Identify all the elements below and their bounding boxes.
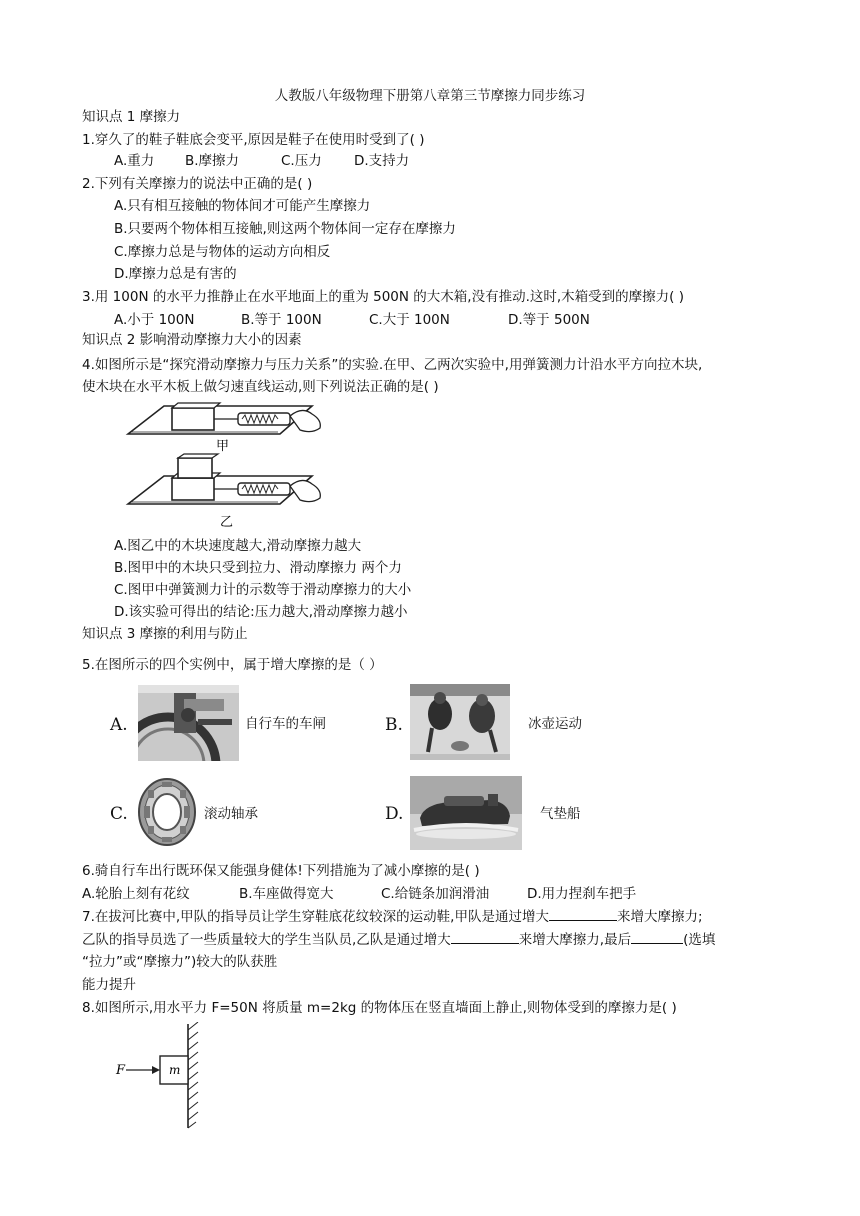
question-4-stem-line-2: 使木块在水平木板上做匀速直线运动,则下列说法正确的是( ) bbox=[82, 379, 439, 395]
figure-label-yi: 乙 bbox=[220, 515, 234, 530]
question-7-line-1 bbox=[82, 907, 703, 927]
bicycle-brake-image bbox=[138, 685, 239, 761]
q7-text-5: (选填 bbox=[683, 932, 716, 948]
question-3-stem: 3.用 100N 的水平力推静止在水平地面上的重为 500N 的大木箱,没有推动.这时,木箱受到的摩擦力( ) bbox=[82, 289, 684, 305]
q3-option-a: A.小于 100N bbox=[114, 312, 195, 328]
q3-option-b: B.等于 100N bbox=[241, 312, 322, 328]
q6-option-d: D.用力捏刹车把手 bbox=[527, 886, 637, 902]
q7-blank-1[interactable] bbox=[549, 907, 617, 921]
q5-letter-c: C. bbox=[110, 804, 128, 824]
mass-label: m bbox=[169, 1063, 181, 1077]
q2-option-a: A.只有相互接触的物体间才可能产生摩擦力 bbox=[114, 198, 371, 214]
q4-option-d: D.该实验可得出的结论:压力越大,滑动摩擦力越小 bbox=[114, 604, 408, 620]
q5-letter-a: A. bbox=[110, 715, 128, 735]
question-7-line-3: “拉力”或“摩擦力”)较大的队获胜 bbox=[82, 954, 278, 970]
q7-text-1: 7.在拔河比赛中,甲队的指导员让学生穿鞋底花纹较深的运动鞋,甲队是通过增大 bbox=[82, 909, 549, 925]
roller-bearing-image bbox=[136, 776, 198, 848]
question-2-stem: 2.下列有关摩擦力的说法中正确的是( ) bbox=[82, 176, 313, 192]
section-heading-4: 能力提升 bbox=[82, 977, 136, 993]
q4-option-c: C.图甲中弹簧测力计的示数等于滑动摩擦力的大小 bbox=[114, 582, 412, 598]
q2-option-b: B.只要两个物体相互接触,则这两个物体间一定存在摩擦力 bbox=[114, 221, 456, 237]
wall-block-figure bbox=[108, 1022, 218, 1130]
q5-caption-c: 滚动轴承 bbox=[204, 806, 258, 822]
q1-option-b: B.摩擦力 bbox=[185, 153, 240, 169]
q7-text-3: 乙队的指导员选了一些质量较大的学生当队员,乙队是通过增大 bbox=[82, 932, 451, 948]
q1-option-d: D.支持力 bbox=[354, 153, 410, 169]
q5-caption-b: 冰壶运动 bbox=[528, 716, 582, 732]
hand-icon bbox=[290, 410, 320, 431]
hovercraft-image bbox=[410, 776, 522, 850]
wood-block-b-top bbox=[178, 458, 212, 478]
q5-caption-a: 自行车的车闸 bbox=[245, 716, 326, 732]
wood-block-b-bottom bbox=[172, 478, 214, 500]
page-title: 人教版八年级物理下册第八章第三节摩擦力同步练习 bbox=[274, 88, 586, 104]
q7-text-2: 来增大摩擦力; bbox=[616, 909, 703, 925]
force-label: F bbox=[116, 1063, 126, 1078]
q5-letter-b: B. bbox=[385, 715, 403, 735]
q7-blank-3[interactable] bbox=[631, 930, 683, 944]
q1-option-a: A.重力 bbox=[114, 153, 155, 169]
section-heading-3: 知识点 3 摩擦的利用与防止 bbox=[82, 626, 248, 642]
q2-option-d: D.摩擦力总是有害的 bbox=[114, 266, 237, 282]
question-1-stem: 1.穿久了的鞋子鞋底会变平,原因是鞋子在使用时受到了( ) bbox=[82, 132, 425, 148]
question-8-stem: 8.如图所示,用水平力 F=50N 将质量 m=2kg 的物体压在竖直墙面上静止,则物体受到的摩擦力是( ) bbox=[82, 1000, 677, 1016]
question-5-stem: 5.在图所示的四个实例中，属于增大摩擦的是（ ） bbox=[82, 657, 383, 673]
q1-option-c: C.压力 bbox=[281, 153, 322, 169]
q3-option-c: C.大于 100N bbox=[369, 312, 450, 328]
q7-text-4: 来增大摩擦力,最后 bbox=[518, 932, 632, 948]
q6-option-a: A.轮胎上刻有花纹 bbox=[82, 886, 190, 902]
section-heading-1: 知识点 1 摩擦力 bbox=[82, 109, 181, 125]
curling-image bbox=[410, 684, 510, 760]
section-heading-2: 知识点 2 影响滑动摩擦力大小的因素 bbox=[82, 332, 302, 348]
hand-icon bbox=[290, 480, 320, 501]
q5-caption-d: 气垫船 bbox=[540, 806, 581, 822]
question-4-stem-line-1: 4.如图所示是“探究滑动摩擦力与压力关系”的实验.在甲、乙两次实验中,用弹簧测力计沿水平方向拉木块, bbox=[82, 357, 703, 373]
q6-option-b: B.车座做得宽大 bbox=[239, 886, 334, 902]
friction-experiment-figure bbox=[120, 398, 340, 536]
q6-option-c: C.给链条加润滑油 bbox=[381, 886, 490, 902]
question-6-stem: 6.骑自行车出行既环保又能强身健体!下列措施为了减小摩擦的是( ) bbox=[82, 863, 480, 879]
q4-option-b: B.图甲中的木块只受到拉力、滑动摩擦力 两个力 bbox=[114, 560, 402, 576]
question-7-line-2 bbox=[82, 930, 715, 950]
figure-label-jia: 甲 bbox=[216, 439, 230, 454]
q5-letter-d: D. bbox=[385, 804, 404, 824]
wood-block-a bbox=[172, 408, 214, 430]
q7-blank-2[interactable] bbox=[451, 930, 519, 944]
q2-option-c: C.摩擦力总是与物体的运动方向相反 bbox=[114, 244, 331, 260]
q4-option-a: A.图乙中的木块速度越大,滑动摩擦力越大 bbox=[114, 538, 362, 554]
q3-option-d: D.等于 500N bbox=[508, 312, 590, 328]
